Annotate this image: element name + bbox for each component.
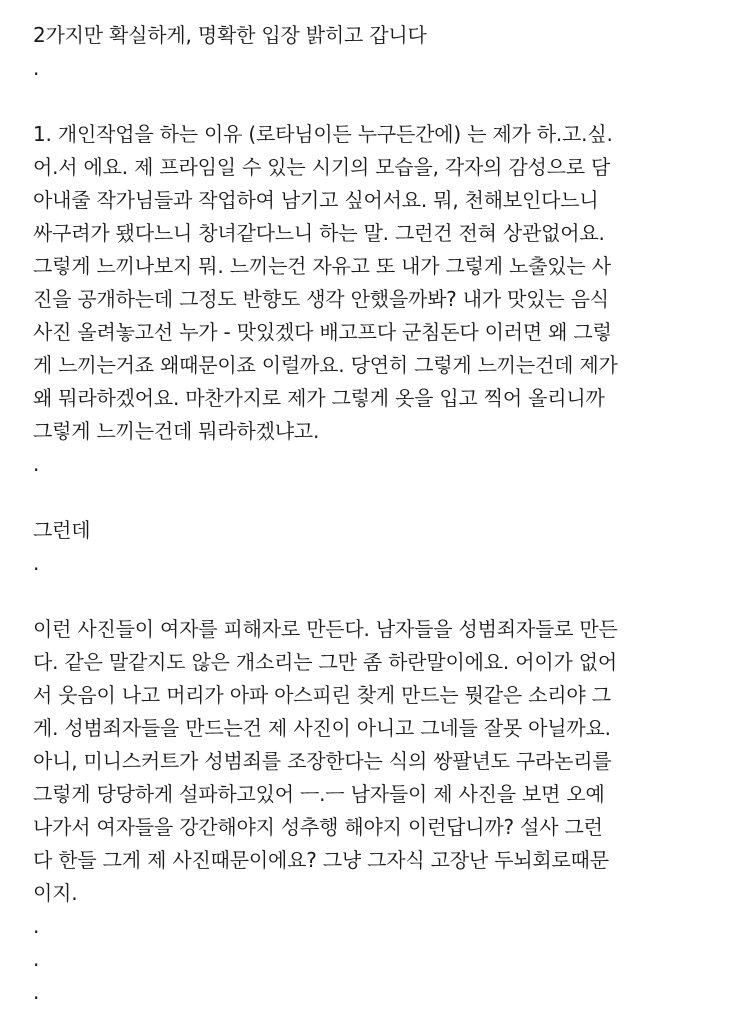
paragraph-line: 다 한들 그게 제 사진때문이에요? 그냥 그자식 고장난 두뇌회로때문 — [33, 848, 609, 872]
paragraph-line: 게. 성범죄자들을 만드는건 제 사진이 아니고 그네들 잘못 아닐까요. — [33, 716, 611, 740]
paragraph-line: 이런 사진들이 여자를 피해자로 만든다. 남자들을 성범죄자들로 만든 — [33, 617, 618, 641]
paragraph-line: 그렇게 느끼나보지 뭐. 느끼는건 자유고 또 내가 그렇게 노출있는 사 — [33, 254, 611, 278]
paragraph-line: 사진 올려놓고선 누가 - 맛있겠다 배고프다 군침돈다 이러면 왜 그렇 — [33, 320, 612, 344]
dot-separator: . — [33, 914, 40, 938]
dot-separator: . — [33, 980, 40, 1004]
paragraph-line: 1. 개인작업을 하는 이유 (로타님이든 누구든간에) 는 제가 하.고.싶. — [33, 122, 613, 146]
paragraph-line: 왜 뭐라하겠어요. 마찬가지로 제가 그렇게 옷을 입고 찍어 올리니까 — [33, 386, 605, 410]
blank-line — [33, 481, 733, 514]
paragraph-line: 아니, 미니스커트가 성범죄를 조장한다는 식의 쌍팔년도 구라논리를 — [33, 749, 612, 773]
dot-separator: . — [33, 551, 40, 575]
dot-separator: . — [33, 56, 40, 80]
paragraph-line: 그렇게 당당하게 설파하고있어 ㅡ.ㅡ 남자들이 제 사진을 보면 오예 — [33, 782, 605, 806]
paragraph-line: 서 웃음이 나고 머리가 아파 아스피린 찾게 만드는 뭣같은 소리야 그 — [33, 683, 611, 707]
dot-separator: . — [33, 452, 40, 476]
blank-line — [33, 580, 733, 613]
blank-line — [33, 85, 733, 118]
paragraph-line: 싸구려가 됐다느니 창녀같다느니 하는 말. 그런건 전혀 상관없어요. — [33, 221, 605, 245]
post-title: 2가지만 확실하게, 명확한 입장 밝히고 갑니다 — [33, 23, 427, 47]
paragraph-line: 진을 공개하는데 그정도 반향도 생각 안했을까봐? 내가 맛있는 음식 — [33, 287, 609, 311]
paragraph-1 — [33, 118, 733, 448]
paragraph-line: 다. 같은 말같지도 않은 개소리는 그만 좀 하란말이에요. 어이가 없어 — [33, 650, 617, 674]
paragraph-line: 이지. — [33, 881, 78, 905]
paragraph-line: 어.서 에요. 제 프라임일 수 있는 시기의 모습을, 각자의 감성으로 담 — [33, 155, 611, 179]
paragraph-line: 아내줄 작가님들과 작업하여 남기고 싶어서요. 뭐, 천해보인다느니 — [33, 188, 599, 212]
paragraph-2 — [33, 613, 733, 910]
paragraph-line: 나가서 여자들을 강간해야지 성추행 해야지 이런답니까? 설사 그런 — [33, 815, 603, 839]
post-body — [33, 0, 733, 1009]
transition-text: 그런데 — [33, 518, 91, 542]
paragraph-line: 게 느끼는거죠 왜때문이죠 이럴까요. 당연히 그렇게 느끼는건데 제가 — [33, 353, 618, 377]
paragraph-line: 그렇게 느끼는건데 뭐라하겠냐고. — [33, 419, 320, 443]
dot-separator: . — [33, 947, 40, 971]
